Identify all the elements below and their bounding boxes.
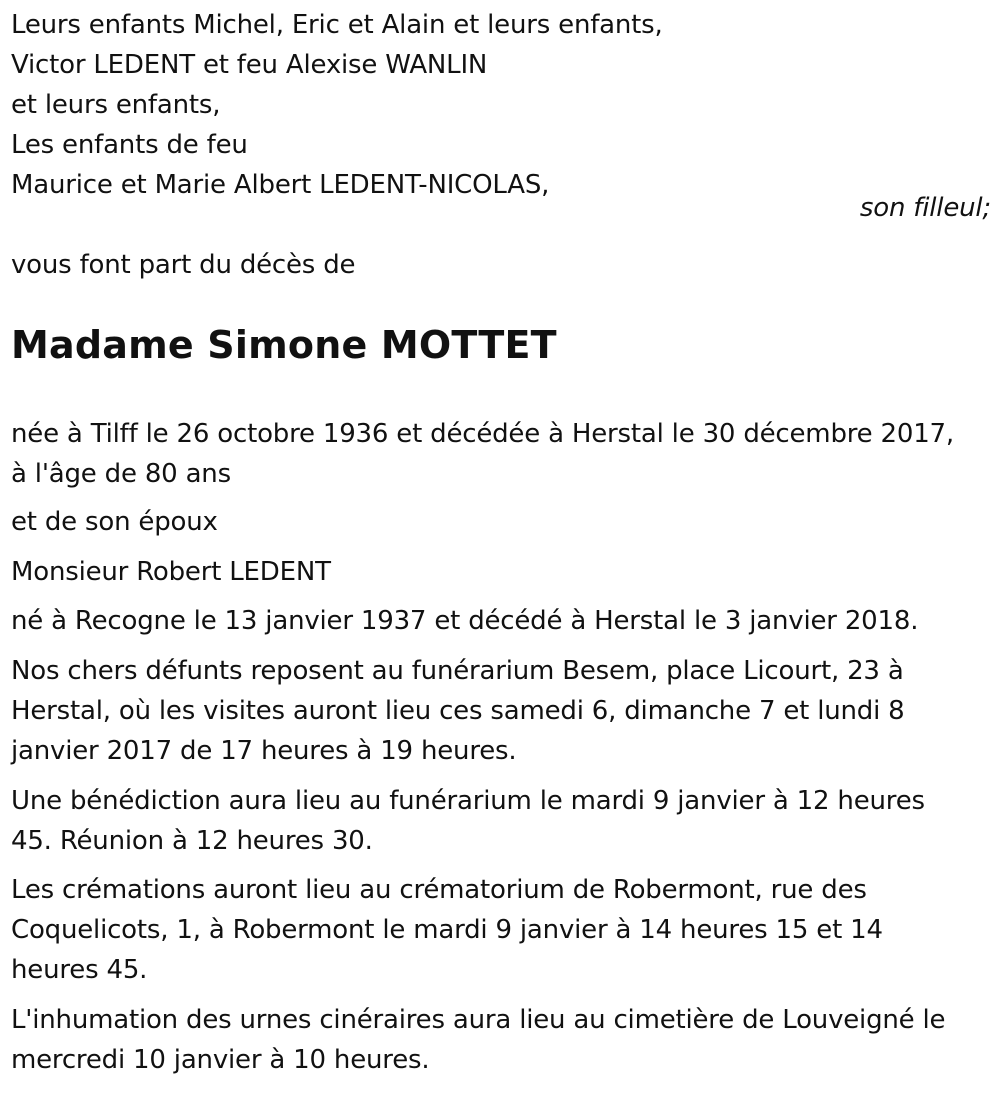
family-line-maurice: Maurice et Marie Albert LEDENT-NICOLAS, (11, 170, 550, 200)
family-line-grandchildren: et leurs enfants, (11, 90, 221, 120)
family-line-late: Les enfants de feu (11, 130, 248, 160)
viewing-line: Nos chers défunts reposent au funérarium Besem, place Licourt, 23 à (11, 656, 904, 686)
blessing-line: Une bénédiction aura lieu au funérarium le mardi 9 janvier à 12 heures (11, 786, 925, 816)
viewing-line: janvier 2017 de 17 heures à 19 heures. (11, 736, 517, 766)
cremation-line: Coquelicots, 1, à Robermont le mardi 9 janvier à 14 heures 15 et 14 (11, 915, 883, 945)
announcement-text: vous font part du décès de (11, 250, 356, 280)
spouse-name: Monsieur Robert LEDENT (11, 557, 331, 587)
burial-line: L'inhumation des urnes cinéraires aura lieu au cimetière de Louveigné le (11, 1005, 946, 1035)
deceased-name: Madame Simone MOTTET (11, 323, 557, 367)
burial-paragraph (11, 1000, 991, 1080)
family-line-children: Leurs enfants Michel, Eric et Alain et leurs enfants, (11, 10, 663, 40)
burial-line: mercredi 10 janvier à 10 heures. (11, 1045, 430, 1075)
cremation-line: Les crémations auront lieu au crématorium de Robermont, rue des (11, 875, 867, 905)
age-line: à l'âge de 80 ans (11, 459, 231, 489)
viewing-paragraph (11, 651, 991, 771)
family-line-victor: Victor LEDENT et feu Alexise WANLIN (11, 50, 488, 80)
godson-label: son filleul; (859, 193, 991, 223)
cremation-paragraph (11, 870, 991, 990)
spouse-intro: et de son époux (11, 507, 218, 537)
obituary-notice (11, 0, 991, 1095)
blessing-line: 45. Réunion à 12 heures 30. (11, 826, 373, 856)
spouse-dates: né à Recogne le 13 janvier 1937 et décédé à Herstal le 3 janvier 2018. (11, 606, 919, 636)
birth-death-paragraph (11, 414, 991, 494)
birth-death-line: née à Tilff le 26 octobre 1936 et décédée à Herstal le 30 décembre 2017, (11, 419, 954, 449)
cremation-line: heures 45. (11, 955, 148, 985)
viewing-line: Herstal, où les visites auront lieu ces samedi 6, dimanche 7 et lundi 8 (11, 696, 905, 726)
blessing-paragraph (11, 781, 991, 861)
